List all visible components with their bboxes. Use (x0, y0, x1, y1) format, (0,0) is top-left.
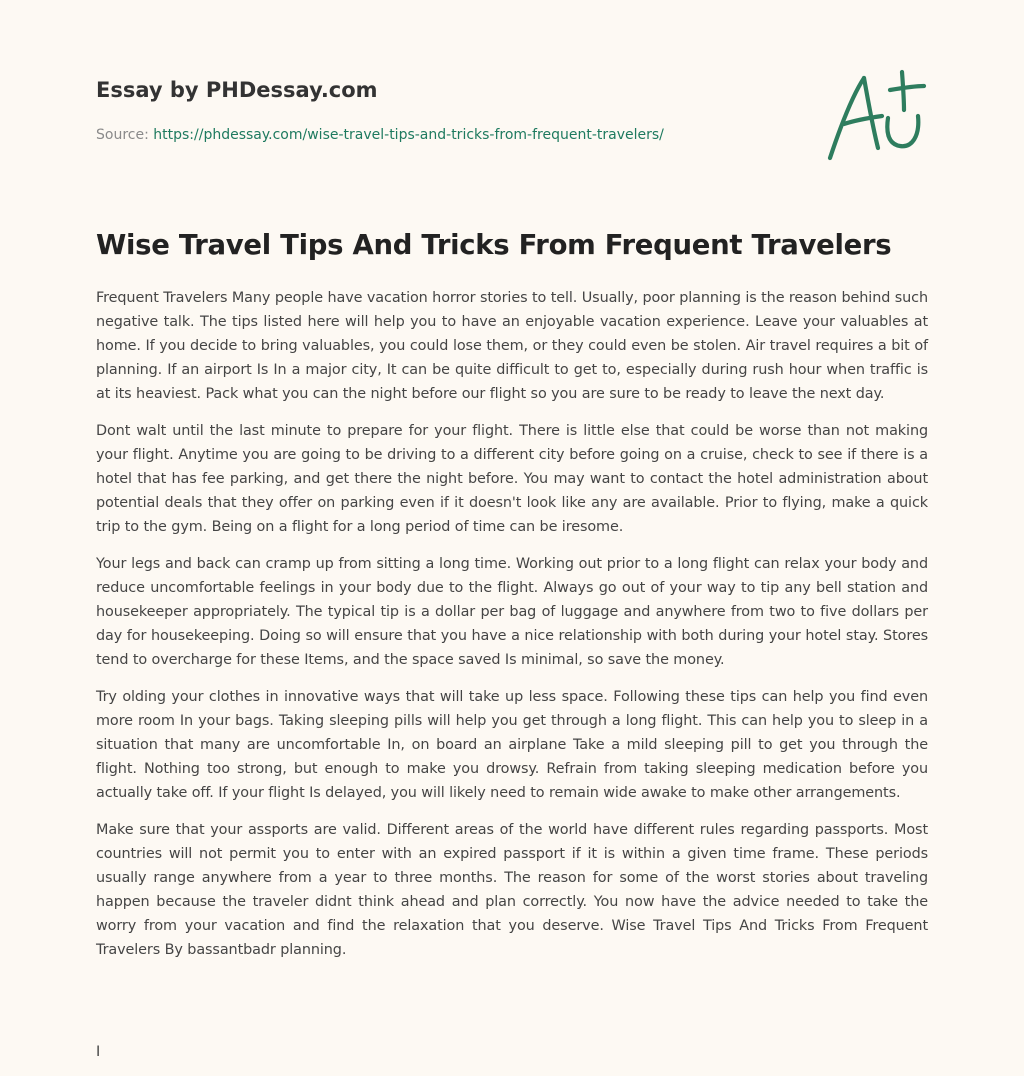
a-plus-grade-icon (822, 66, 930, 166)
site-title: Essay by PHDessay.com (96, 78, 378, 102)
page-header (96, 76, 816, 145)
trailing-text: I (96, 1044, 101, 1060)
essay-body (96, 286, 928, 975)
source-line (96, 125, 816, 145)
essay-title: Wise Travel Tips And Tricks From Frequent Travelers (96, 229, 892, 261)
source-label: Source: (96, 127, 154, 143)
essay-paragraph: Try olding your clothes in innovative ways that will take up less space. Following these tips can help you find even more room In your bags. Taking sleeping pills will help you get through a long flight. This can help you to sleep in a situation that many are uncomfortable In, on board an airplane Take a mild sleeping pill to get you through the flight. Nothing too strong, but enough to make you drowsy. Refrain from taking sleeping medication before you actually take off. If your flight Is delayed, you will likely need to remain wide awake to make other arrangements. (96, 689, 928, 801)
essay-paragraph: Make sure that your assports are valid. Different areas of the world have different rules regarding passports. Most countries will not permit you to enter with an expired passport if it is within a given time frame. These periods usually range anywhere from a year to three months. The reason for some of the worst stories about traveling happen because the traveler didnt think ahead and plan correctly. You now have the advice needed to take the worry from your vacation and find the relaxation that you deserve. Wise Travel Tips And Tricks From Frequent Travelers By bassantbadr planning. (96, 822, 928, 958)
essay-paragraph: Dont walt until the last minute to prepare for your flight. There is little else that could be worse than not making your flight. Anytime you are going to be driving to a different city before going on a cruise, check to see if there is a hotel that has fee parking, and get there the night before. You may want to contact the hotel administration about potential deals that they offer on parking even if it doesn't look like any are available. Prior to flying, make a quick trip to the gym. Being on a flight for a long period of time can be iresome. (96, 423, 928, 535)
essay-paragraph: Frequent Travelers Many people have vacation horror stories to tell. Usually, poor planning is the reason behind such negative talk. The tips listed here will help you to have an enjoyable vacation experience. Leave your valuables at home. If you decide to bring valuables, you could lose them, or they could even be stolen. Air travel requires a bit of planning. If an airport Is In a major city, It can be quite difficult to get to, especially during rush hour when traffic is at its heaviest. Pack what you can the night before our flight so you are sure to be ready to leave the next day. (96, 290, 928, 402)
source-link[interactable]: https://phdessay.com/wise-travel-tips-and-tricks-from-frequent-travelers/ (153, 127, 664, 143)
essay-paragraph: Your legs and back can cramp up from sitting a long time. Working out prior to a long flight can relax your body and reduce uncomfortable feelings in your body due to the flight. Always go out of your way to tip any bell station and housekeeper appropriately. The typical tip is a dollar per bag of luggage and anywhere from two to five dollars per day for housekeeping. Doing so will ensure that you have a nice relationship with both during your hotel stay. Stores tend to overcharge for these Items, and the space saved Is minimal, so save the money. (96, 556, 928, 668)
